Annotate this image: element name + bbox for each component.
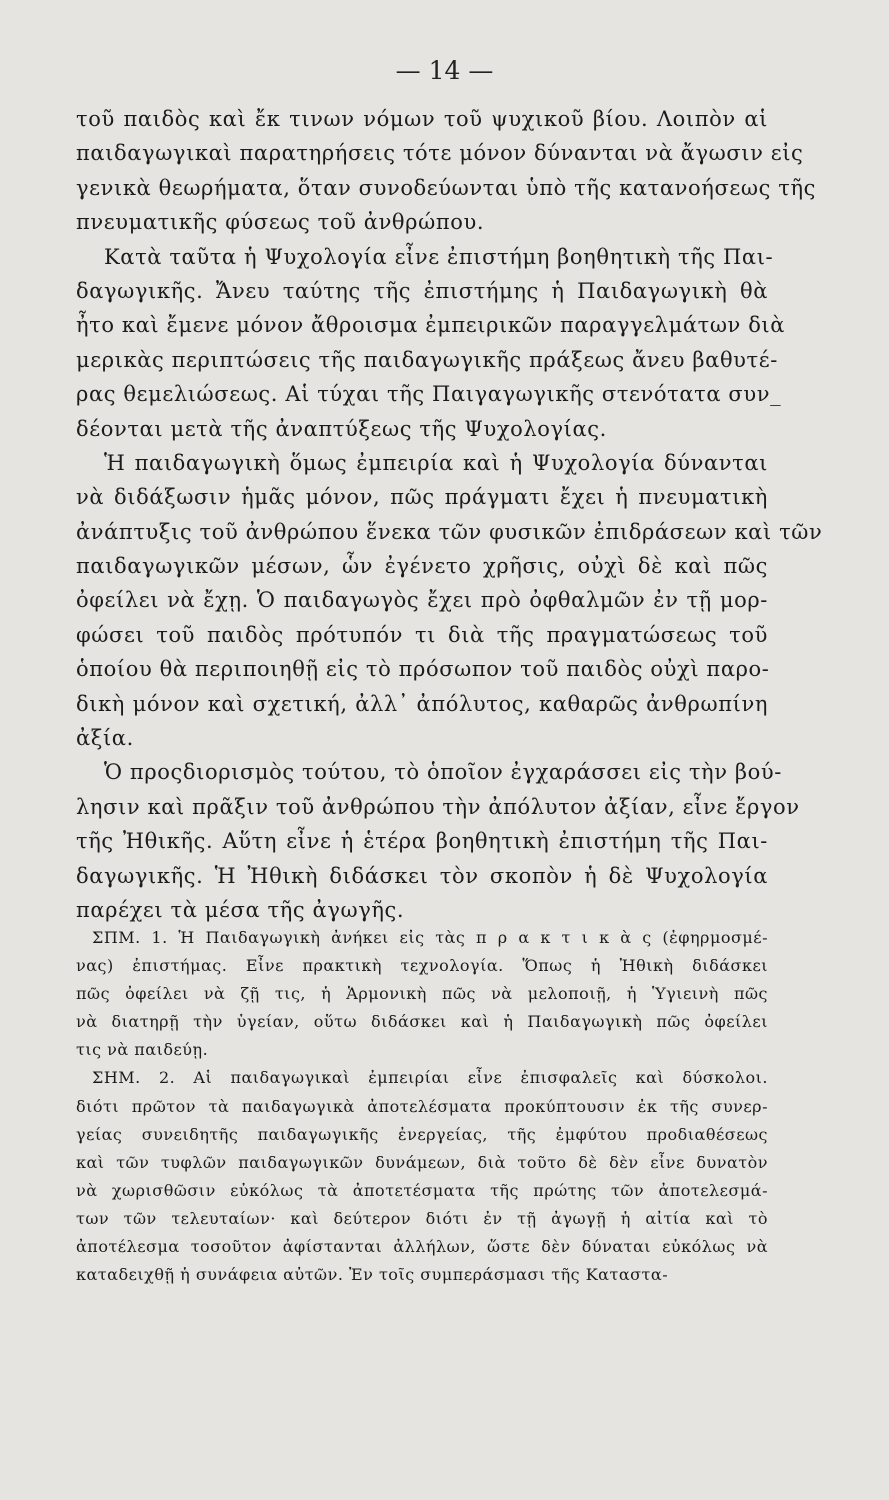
text-line: ὁποίου θὰ περιποιηθῇ εἰς τὸ πρόσωπον τοῦ παιδὸς οὐχὶ παρο- — [76, 657, 770, 682]
text-line: παιδαγωγικῶν μέσων, ὧν ἐγένετο χρῆσις, οὐχὶ δὲ καὶ πῶς — [76, 554, 768, 579]
text-line: παρέχει τὰ μέσα τῆς ἀγωγῆς. — [76, 897, 405, 922]
text-line: τῆς Ἠθικῆς. Αὕτη εἶνε ἡ ἑτέρα βοηθητικὴ ἐπιστήμη τῆς Παι- — [76, 829, 768, 854]
note-line: νὰ χωρισθῶσιν εὐκόλως τὰ ἀποτετέσματα τῆς πρώτης τῶν ἀποτελεσμά- — [76, 1180, 768, 1200]
text-line: ὀφείλει νὰ ἔχῃ. Ὁ παιδαγωγὸς ἔχει πρὸ ὀφθαλμῶν ἐν τῇ μορ- — [76, 588, 768, 613]
text-line: μερικὰς περιπτώσεις τῆς παιδαγωγικῆς πράξεως ἄνευ βαθυτέ- — [76, 347, 778, 372]
text-line: πνευματικῆς φύσεως τοῦ ἀνθρώπου. — [76, 210, 485, 235]
note-line: καὶ τῶν τυφλῶν παιδαγωγικῶν δυνάμεων, διὰ τοῦτο δὲ δὲν εἶνε δυνατὸν — [76, 1152, 768, 1172]
text-line: δικὴ μόνον καὶ σχετική, ἀλλ᾿ ἀπόλυτος, καθαρῶς ἀνθρωπίνη — [76, 691, 768, 716]
text-line: Ὁ προςδιορισμὸς τούτου, τὸ ὁποῖον ἐγχαράσσει εἰς τὴν βού- — [104, 760, 782, 785]
note-line: των τῶν τελευταίων· καὶ δεύτερον διότι ἐν τῇ ἀγωγῇ ἡ αἰτία καὶ τὸ — [76, 1208, 768, 1228]
note-line: πῶς ὀφείλει νὰ ζῇ τις, ἡ Ἁρμονικὴ πῶς νὰ μελοποιῇ, ἡ Ὑγιεινὴ πῶς — [76, 984, 768, 1004]
note-line: ΣΗΜ. 2. Αἱ παιδαγωγικαὶ ἐμπειρίαι εἶνε ἐπισφαλεῖς καὶ δύσκολοι. — [92, 1068, 768, 1088]
text-line: ἦτο καὶ ἔμενε μόνον ἄθροισμα ἐμπειρικῶν παραγγελμάτων διὰ — [76, 313, 786, 338]
footnotes — [76, 924, 768, 1289]
main-text — [76, 102, 823, 927]
note-line: ΣΠΜ. 1. Ἡ Παιδαγωγικὴ ἀνήκει εἰς τὰς π ρ α κ τ ι κ ὰ ς (ἐφηρμοσμέ- — [92, 928, 768, 947]
text-line: δαγωγικῆς. Ἄνευ ταύτης τῆς ἐπιστήμης ἡ Παιδαγωγικὴ θὰ — [76, 278, 768, 303]
page-number: — 14 — — [395, 56, 494, 85]
note-line: διότι πρῶτον τὰ παιδαγωγικὰ ἀποτελέσματα προκύπτουσιν ἐκ τῆς συνερ- — [76, 1096, 768, 1116]
note-line: γείας συνειδητῆς παιδαγωγικῆς ἐνεργείας, τῆς ἐμφύτου προδιαθέσεως — [76, 1124, 768, 1144]
text-line: δαγωγικῆς. Ἡ Ἠθικὴ διδάσκει τὸν σκοπὸν ἡ δὲ Ψυχολογία — [76, 863, 768, 888]
text-line: λησιν καὶ πρᾶξιν τοῦ ἀνθρώπου τὴν ἀπόλυτον ἀξίαν, εἶνε ἔργον — [76, 794, 800, 819]
text-line: ρας θεμελιώσεως. Αἱ τύχαι τῆς Παιγαγωγικῆς στενότατα συν_ — [76, 382, 782, 407]
text-line: παιδαγωγικαὶ παρατηρήσεις τότε μόνον δύνανται νὰ ἄγωσιν εἰς — [76, 141, 804, 166]
text-line: ἀξία. — [76, 726, 134, 751]
text-line: Ἡ παιδαγωγικὴ ὅμως ἐμπειρία καὶ ἡ Ψυχολογία δύνανται — [104, 450, 768, 475]
note-line: νας) ἐπιστήμας. Εἶνε πρακτικὴ τεχνολογία. Ὅπως ἡ Ἠθικὴ διδάσκει — [76, 956, 768, 976]
note-line: ἀποτέλεσμα τοσοῦτον ἀφίστανται ἀλλήλων, ὥστε δὲν δύναται εὐκόλως νὰ — [76, 1237, 768, 1257]
text-line: νὰ διδάξωσιν ἡμᾶς μόνον, πῶς πράγματι ἔχει ἡ πνευματικὴ — [76, 485, 768, 510]
text-line: Κατὰ ταῦτα ἡ Ψυχολογία εἶνε ἐπιστήμη βοηθητικὴ τῆς Παι- — [104, 244, 774, 269]
text-line: φώσει τοῦ παιδὸς πρότυπόν τι διὰ τῆς πραγματώσεως τοῦ — [76, 622, 768, 647]
text-line: δέονται μετὰ τῆς ἀναπτύξεως τῆς Ψυχολογίας. — [76, 416, 607, 441]
text-line: τοῦ παιδὸς καὶ ἔκ τινων νόμων τοῦ ψυχικοῦ βίου. Λοιπὸν αἱ — [76, 107, 768, 131]
text-line: ἀνάπτυξις τοῦ ἀνθρώπου ἕνεκα τῶν φυσικῶν ἐπιδράσεων καὶ τῶν — [76, 519, 823, 544]
text-line: γενικὰ θεωρήματα, ὅταν συνοδεύωνται ὑπὸ τῆς κατανοήσεως τῆς — [76, 175, 816, 200]
note-line: καταδειχθῇ ἡ συνάφεια αὐτῶν. Ἐν τοῖς συμπεράσμασι τῆς Καταστα- — [76, 1265, 669, 1285]
note-line: τις νὰ παιδεύῃ. — [76, 1040, 209, 1060]
note-line: νὰ διατηρῇ τὴν ὑγείαν, οὕτω διδάσκει καὶ ἡ Παιδαγωγικὴ πῶς ὀφείλει — [76, 1012, 768, 1032]
